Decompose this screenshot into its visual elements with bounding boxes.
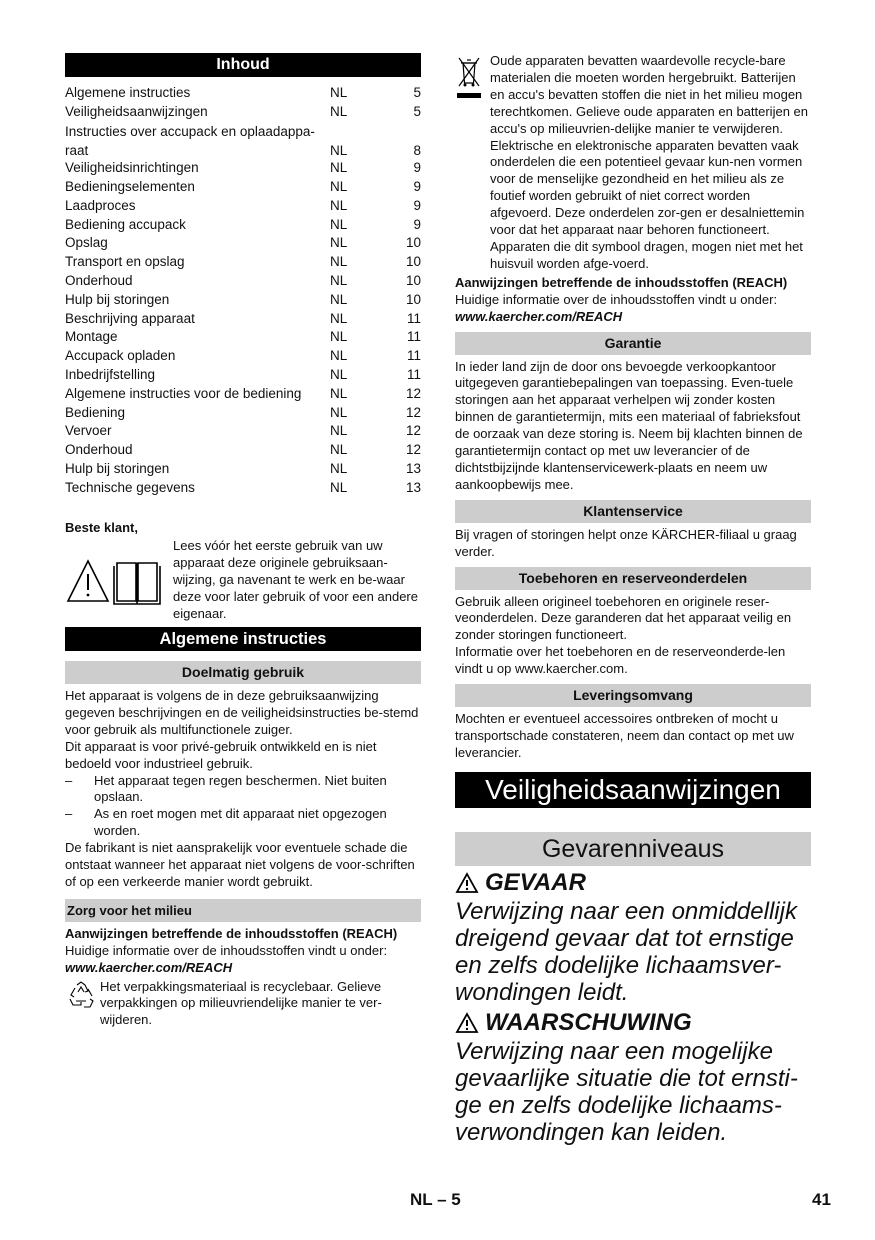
danger-label: GEVAAR xyxy=(485,868,586,896)
toc-entry-lang: NL xyxy=(330,385,348,401)
toc-row[interactable] xyxy=(65,441,421,460)
general-title: Algemene instructies xyxy=(65,627,421,651)
toc-entry-lang: NL xyxy=(330,254,348,270)
toc-row[interactable] xyxy=(65,122,421,141)
toc-entry-lang: NL xyxy=(330,366,348,382)
toc-entry-title: raat xyxy=(65,142,89,158)
toc-entry-title: Veiligheidsinrichtingen xyxy=(65,160,199,176)
hazard-levels-title: Gevarenniveaus xyxy=(455,832,811,866)
warranty-text: In ieder land zijn de door ons bevoegde verkoopkantoor uitgegeven garantiebepalingen van toepassing. Even-tuele storingen aan het apparaat verhelpen wij zonder kosten binnen de garantietermijn, mits een materiaal of fabrieksfout de oorzaak van deze storing is. Neem bij klachten binnen de garantietermijn contact op met uw leverancier of de dichtstbijzijnde klantenservicewerk-plaats en neem uw aankoopbewijs mee. xyxy=(455,358,803,492)
toc-row[interactable] xyxy=(65,385,421,404)
toc-row[interactable] xyxy=(65,234,421,253)
weee-icon-wrap xyxy=(455,53,490,104)
toc-row[interactable] xyxy=(65,84,421,103)
toc-entry-title: Accupack opladen xyxy=(65,348,176,364)
toc-entry-lang: NL xyxy=(330,442,348,458)
toc-entry-title: Beschrijving apparaat xyxy=(65,310,195,326)
intended-use-p1: Het apparaat is volgens de in deze gebruiksaanwijzing gegeven beschrijvingen en de veiligheidsinstructies be-stemd voor gebruik als multifunctionele zuiger. xyxy=(65,687,419,737)
left-column xyxy=(65,53,421,1029)
toc-entry-lang: NL xyxy=(330,216,348,232)
toc-entry-title: Hulp bij storingen xyxy=(65,291,170,307)
intended-use-title: Doelmatig gebruik xyxy=(65,661,421,684)
toc-entry-title: Bediening xyxy=(65,404,126,420)
toc-entry-lang: NL xyxy=(330,235,348,251)
toc-entry-page: 11 xyxy=(406,310,421,326)
toc-entry-lang: NL xyxy=(330,160,348,176)
toc-entry-title: Montage xyxy=(65,329,118,345)
toc-entry-lang: NL xyxy=(330,291,348,307)
toc-entry-page: 11 xyxy=(406,366,421,382)
service-title: Klantenservice xyxy=(455,500,811,523)
toc-entry-title: Laadproces xyxy=(65,197,136,213)
toc-row[interactable] xyxy=(65,366,421,385)
intended-use-p3: De fabrikant is niet aansprakelijk voor eventuele schade die ontstaat wanneer het apparaat niet volgens de voor-schriften of op een verkeerde manier wordt gebruikt. xyxy=(65,840,415,889)
toc-entry-title: Algemene instructies xyxy=(65,85,191,100)
recycle-icon-wrap xyxy=(65,979,100,1016)
toc-entry-page: 9 xyxy=(413,160,421,176)
list-item: – Het apparaat tegen regen beschermen. Niet buiten opslaan. xyxy=(65,773,421,807)
toc-entry-page: 13 xyxy=(405,479,421,495)
warranty-title: Garantie xyxy=(455,332,811,355)
weee-text: Oude apparaten bevatten waardevolle recycle-bare materialen die moeten worden hergebruikt. Batterijen en accu's bevatten stoffen die niet in het milieu mogen terechtkomen. Gelieve oude apparaten en batterijen en accu's op milieuvrien-delijke manier te verwijderen. xyxy=(490,53,808,136)
warning-triangle-icon xyxy=(455,872,479,894)
toc-entry-page: 10 xyxy=(405,272,421,288)
environment-reach-text: Huidige informatie over de inhoudsstoffen vindt u onder: xyxy=(65,942,388,958)
toc-entry-title: Vervoer xyxy=(65,423,112,439)
intro-icons xyxy=(65,538,173,611)
recycle-text: Het verpakkingsmateriaal is recyclebaar. Gelieve verpakkingen op milieuvriendelijke manier te ver-wijderen. xyxy=(100,978,382,1028)
toc-entry-page: 13 xyxy=(405,460,421,476)
toc-row[interactable] xyxy=(65,216,421,235)
toc-row[interactable] xyxy=(65,347,421,366)
toc-entry-title: Transport en opslag xyxy=(65,254,185,270)
toc-row[interactable] xyxy=(65,272,421,291)
environment-reach-link[interactable]: www.kaercher.com/REACH xyxy=(65,959,233,975)
toc-row[interactable] xyxy=(65,140,421,159)
reach-link[interactable]: www.kaercher.com/REACH xyxy=(455,308,623,324)
toc-entry-title: Veiligheidsaanwijzingen xyxy=(65,103,208,119)
recycle-icon xyxy=(65,979,97,1011)
toc-entry-page: 10 xyxy=(405,235,421,251)
toc-entry-page: 10 xyxy=(405,254,421,270)
warning-triangle-icon xyxy=(455,1012,479,1034)
right-column xyxy=(455,53,811,1146)
warning-text: Verwijzing naar een mogelijke gevaarlijke situatie die tot ernsti-ge en zelfs dodelijke lichaams-verwondingen kan leiden. xyxy=(455,1037,798,1146)
crossed-bin-icon xyxy=(455,55,483,99)
toc-row[interactable] xyxy=(65,422,421,441)
toc-entry-title: Bediening accupack xyxy=(65,216,186,232)
list-item: – As en roet mogen met dit apparaat niet opgezogen worden. xyxy=(65,806,421,840)
toc-entry-lang: NL xyxy=(330,310,348,326)
toc-entry-lang: NL xyxy=(330,479,348,495)
toc-entry-page: 12 xyxy=(405,423,421,439)
toc-entry-page: 12 xyxy=(405,404,421,420)
toc-entry-title: Instructies over accupack en oplaadappa- xyxy=(65,123,315,139)
scope-title: Leveringsomvang xyxy=(455,684,811,707)
danger-heading xyxy=(455,868,811,898)
toc-row[interactable] xyxy=(65,404,421,423)
toc-entry-title: Hulp bij storingen xyxy=(65,460,170,476)
toc-row[interactable] xyxy=(65,328,421,347)
toc-entry-lang: NL xyxy=(330,272,348,288)
toc-entry-title: Opslag xyxy=(65,235,108,251)
intended-use-list xyxy=(65,773,421,841)
toc-entry-title: Onderhoud xyxy=(65,272,133,288)
reach-text: Huidige informatie over de inhoudsstoffen vindt u onder: xyxy=(455,291,778,307)
accessories-title: Toebehoren en reserveonderdelen xyxy=(455,567,811,590)
toc-entry-lang: NL xyxy=(330,178,348,194)
table-of-contents xyxy=(65,84,421,498)
toc-row[interactable] xyxy=(65,479,421,498)
toc-entry-page: 9 xyxy=(413,216,421,232)
toc-entry-lang: NL xyxy=(330,460,348,476)
toc-entry-page: 11 xyxy=(406,348,421,364)
toc-entry-title: Onderhoud xyxy=(65,442,133,458)
weee-text-2: Elektrische en elektronische apparaten bevatten vaak onderdelen die een potentieel gevaar kun-nen vormen voor de menselijke gezondheid en het milieu als ze foutief worden gebruikt of niet correct worden afgevoerd. Deze onderdelen zor-gen er desalniettemin voor dat het apparaat naar behoren functioneert. Apparaten die dit symbool dragen, mogen niet met het huisvuil worden afge-voerd. xyxy=(490,137,805,271)
toc-row[interactable] xyxy=(65,103,421,122)
toc-entry-lang: NL xyxy=(330,423,348,439)
toc-entry-lang: NL xyxy=(330,142,348,158)
toc-entry-page: 5 xyxy=(413,103,421,119)
footer-page-number: 41 xyxy=(812,1190,831,1209)
toc-entry-title: Technische gegevens xyxy=(65,479,195,495)
toc-row[interactable] xyxy=(65,310,421,329)
toc-title: Inhoud xyxy=(65,53,421,77)
service-text: Bij vragen of storingen helpt onze KÄRCHER-filiaal u graag verder. xyxy=(455,526,797,559)
toc-entry-page: 12 xyxy=(405,442,421,458)
toc-entry-lang: NL xyxy=(330,404,348,420)
scope-text: Mochten er eventueel accessoires ontbreken of mocht u transportschade constateren, neem dan contact op met uw leverancier. xyxy=(455,711,794,760)
toc-entry-page: 5 xyxy=(413,85,421,100)
toc-entry-lang: NL xyxy=(330,103,348,119)
toc-entry-page: 12 xyxy=(405,385,421,401)
intended-use-p2: Dit apparaat is voor privé-gebruik ontwikkeld en is niet bedoeld voor industrieel gebruik. xyxy=(65,738,377,771)
accessories-text-2: Informatie over het toebehoren en de reserveonderde-len vindt u op www.kaercher.com. xyxy=(455,644,786,677)
intro-heading: Beste klant, xyxy=(65,519,138,535)
toc-entry-lang: NL xyxy=(330,348,348,364)
toc-entry-title: Algemene instructies voor de bediening xyxy=(65,385,302,401)
environment-reach-heading: Aanwijzingen betreffende de inhoudsstoffen (REACH) xyxy=(65,925,398,941)
danger-text: Verwijzing naar een onmiddellijk dreigend gevaar dat tot ernstige en zelfs dodelijke lichaamsver-wondingen leidt. xyxy=(455,897,797,1006)
toc-entry-page: 10 xyxy=(405,291,421,307)
toc-entry-page: 9 xyxy=(413,178,421,194)
toc-entry-page: 11 xyxy=(406,329,421,345)
toc-row[interactable] xyxy=(65,197,421,216)
toc-entry-lang: NL xyxy=(330,197,348,213)
toc-row[interactable] xyxy=(65,178,421,197)
toc-entry-lang: NL xyxy=(330,329,348,345)
warning-label: WAARSCHUWING xyxy=(485,1008,692,1036)
warning-heading xyxy=(455,1008,811,1038)
intro-text: Lees vóór het eerste gebruik van uw apparaat deze originele gebruiksaan-wijzing, ga navenant te werk en be-waar deze voor later gebruik of voor een andere eigenaar. xyxy=(173,538,418,622)
reach-heading: Aanwijzingen betreffende de inhoudsstoffen (REACH) xyxy=(455,274,788,290)
warning-and-manual-icon xyxy=(65,558,165,606)
toc-row[interactable] xyxy=(65,159,421,178)
toc-entry-title: Bedieningselementen xyxy=(65,178,195,194)
toc-entry-page: 8 xyxy=(413,142,421,158)
toc-row[interactable] xyxy=(65,291,421,310)
toc-entry-lang: NL xyxy=(330,85,348,100)
toc-row[interactable] xyxy=(65,253,421,272)
toc-entry-page: 9 xyxy=(413,197,421,213)
footer-section-page: NL – 5 xyxy=(410,1190,461,1209)
environment-title: Zorg voor het milieu xyxy=(65,899,421,922)
toc-entry-title: Inbedrijfstelling xyxy=(65,366,156,382)
accessories-text-1: Gebruik alleen origineel toebehoren en originele reser-veonderdelen. Deze garanderen dat het apparaat veilig en zonder storingen functioneert. xyxy=(455,593,792,643)
safety-title: Veiligheidsaanwijzingen xyxy=(455,772,811,808)
toc-row[interactable] xyxy=(65,460,421,479)
